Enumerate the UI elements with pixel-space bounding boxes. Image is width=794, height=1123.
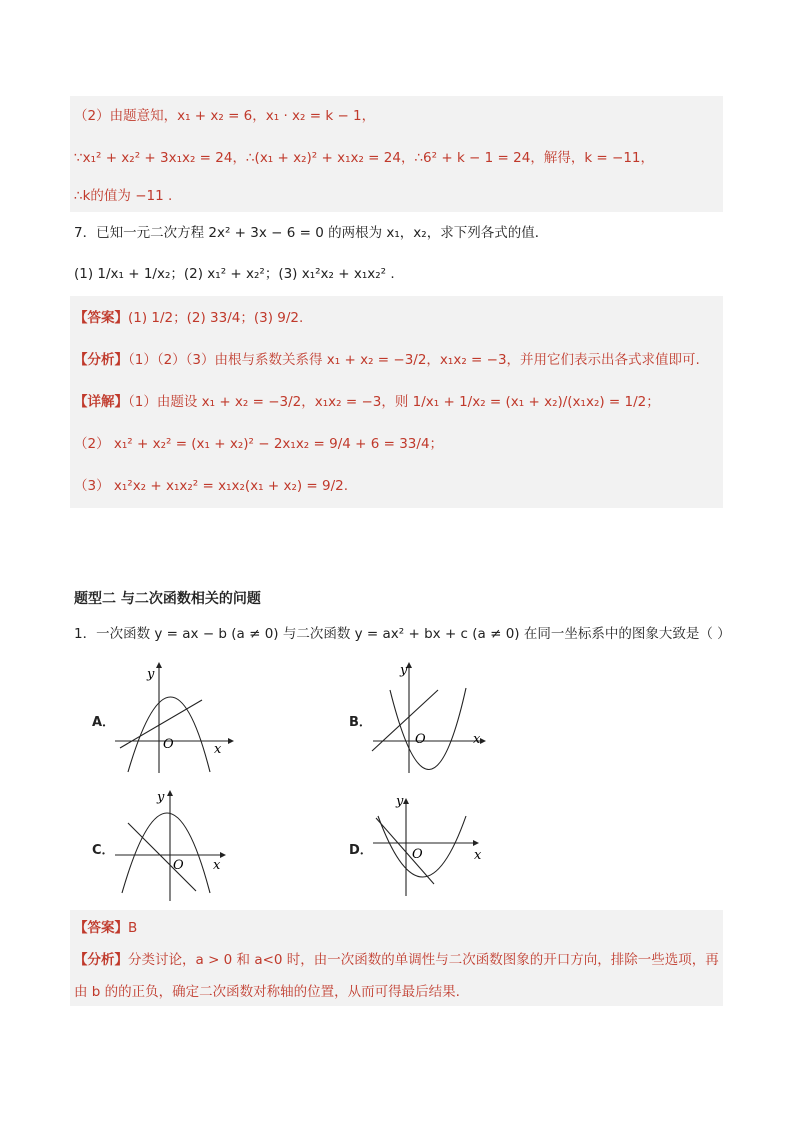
q1-analysis-text-1: 分类讨论，a > 0 和 a<0 时，由一次函数的单调性与二次函数图象的开口方向，排除一些选项，再 [128,952,719,968]
answer-text: (1) 1/2；(2) 33/4；(3) 9/2. [128,310,304,326]
option-d-label: D． [349,843,373,858]
question-7-parts: (1) 1/x₁ + 1/x₂；(2) x₁² + x₂²；(3) x₁²x₂ + x₁x₂² . [74,266,395,282]
option-b-label: B． [349,715,372,730]
q1-analysis-1 [74,950,719,970]
q7-detail-2: （2） x₁² + x₂² = (x₁ + x₂)² − 2x₁x₂ = 9/4 + 6 = 33/4； [74,436,444,452]
option-c-label: C． [92,843,115,858]
graph-c-y-label: y [157,790,165,805]
q1-answer [74,918,137,938]
graph-option-a [110,660,235,775]
detail-tag: 【详解】 [74,394,128,410]
q1-answer-text: B [128,920,138,936]
option-a-label: A． [92,715,116,730]
graph-option-b [368,660,493,775]
graph-c-origin: O [173,858,184,873]
graph-option-d [368,788,493,903]
question-7-stem: 7．已知一元二次方程 2x² + 3x − 6 = 0 的两根为 x₁，x₂，求下列各式的值． [74,225,549,241]
q7-answer [74,308,303,328]
question-1-stem: 1．一次函数 y = ax − b (a ≠ 0) 与二次函数 y = ax² + bx + c (a ≠ 0) 在同一坐标系中的图象大致是（ ） [74,626,731,642]
graph-b-y-label: y [400,663,408,678]
q7-detail-3: （3） x₁²x₂ + x₁x₂² = x₁x₂(x₁ + x₂) = 9/2. [74,478,349,494]
step-2-result: ∴k的值为 −11 . [74,188,173,204]
q1-answer-tag: 【答案】 [74,920,128,936]
graph-d-origin: O [412,847,423,862]
detail-text-1: （1）由题设 x₁ + x₂ = −3/2，x₁x₂ = −3，则 1/x₁ + 1/x₂ = (x₁ + x₂)/(x₁x₂) = 1/2； [128,394,660,410]
graph-b-origin: O [415,732,426,747]
section-heading: 题型二 与二次函数相关的问题 [74,591,261,607]
q7-detail-1 [74,392,660,412]
q1-analysis-2: 由 b 的的正负，确定二次函数对称轴的位置，从而可得最后结果. [74,984,460,1000]
answer-tag: 【答案】 [74,310,128,326]
q7-analysis [74,350,700,370]
step-2-given: （2）由题意知，x₁ + x₂ = 6，x₁ · x₂ = k − 1， [74,108,376,124]
graph-d-y-label: y [396,794,404,809]
graph-a-x-label: x [214,742,222,757]
graph-option-c [110,788,235,903]
q1-analysis-tag: 【分析】 [74,952,128,968]
graph-a-origin: O [163,737,174,752]
analysis-text: （1）（2）（3）由根与系数关系得 x₁ + x₂ = −3/2，x₁x₂ = −3，并用它们表示出各式求值即可. [128,352,700,368]
graph-b-x-label: x [473,732,481,747]
step-2-equation: ∵x₁² + x₂² + 3x₁x₂ = 24，∴(x₁ + x₂)² + x₁x₂ = 24，∴6² + k − 1 = 24，解得，k = −11， [74,150,655,166]
graph-d-x-label: x [474,848,482,863]
graph-a-y-label: y [147,667,155,682]
analysis-tag: 【分析】 [74,352,128,368]
graph-c-x-label: x [213,858,221,873]
